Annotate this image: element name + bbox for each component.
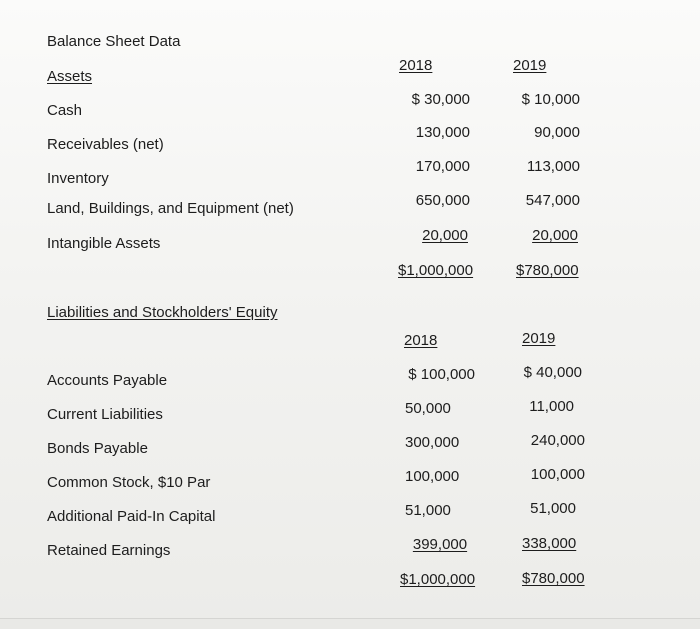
assets-total-2018: $1,000,000 xyxy=(398,262,474,279)
liabilities-row-label: Bonds Payable xyxy=(47,440,148,457)
liabilities-row-2019-value: 338,000 xyxy=(522,535,577,552)
page-title: Balance Sheet Data xyxy=(47,33,181,50)
liabilities-year-2018-header: 2018 xyxy=(404,332,438,349)
liabilities-row-label: Common Stock, $10 Par xyxy=(47,474,211,491)
liabilities-row-2018-value: 51,000 xyxy=(405,502,451,519)
assets-row-2018-value: $ 30,000 xyxy=(411,91,470,108)
liabilities-row-2018-value: 399,000 xyxy=(412,536,468,553)
liabilities-row-label: Accounts Payable xyxy=(47,372,168,389)
assets-heading: Assets xyxy=(47,68,93,85)
assets-row-2019-value: $ 10,000 xyxy=(521,91,580,108)
assets-row-2018-value: 130,000 xyxy=(415,124,470,141)
liabilities-row-2019-value: 100,000 xyxy=(530,466,585,483)
liabilities-row-2018-value: 300,000 xyxy=(405,434,460,451)
assets-year-2019-header: 2019 xyxy=(513,57,547,74)
liabilities-row-label: Retained Earnings xyxy=(47,542,171,559)
assets-row-label: Cash xyxy=(47,102,83,119)
liabilities-row-2019-value: 11,000 xyxy=(529,398,574,415)
assets-row-2018-value: 20,000 xyxy=(422,227,468,244)
assets-row-2018-value: 650,000 xyxy=(415,192,470,209)
liabilities-heading: Liabilities and Stockholders' Equity xyxy=(47,304,278,321)
liabilities-row-2019-value: $ 40,000 xyxy=(523,364,582,381)
assets-row-label: Receivables (net) xyxy=(47,136,164,153)
assets-row-2019-value: 547,000 xyxy=(525,192,580,209)
assets-row-label: Land, Buildings, and Equipment (net) xyxy=(47,200,294,217)
liabilities-year-2019-header: 2019 xyxy=(522,330,556,347)
assets-row-2018-value: 170,000 xyxy=(415,158,470,175)
liabilities-row-label: Additional Paid-In Capital xyxy=(47,508,216,525)
liabilities-row-2019-value: 240,000 xyxy=(530,432,585,449)
liabilities-total-2018: $1,000,000 xyxy=(400,571,476,588)
assets-row-label: Intangible Assets xyxy=(47,235,161,252)
liabilities-row-2019-value: 51,000 xyxy=(530,500,576,517)
liabilities-row-label: Current Liabilities xyxy=(47,406,163,423)
liabilities-row-2018-value: 100,000 xyxy=(405,468,460,485)
photo-bottom-edge xyxy=(0,618,700,629)
assets-row-2019-value: 90,000 xyxy=(534,124,580,141)
assets-row-label: Inventory xyxy=(47,170,109,187)
liabilities-row-2018-value: 50,000 xyxy=(405,400,451,417)
liabilities-total-2019: $780,000 xyxy=(522,570,585,587)
liabilities-row-2018-value: $ 100,000 xyxy=(408,366,475,383)
assets-total-2019: $780,000 xyxy=(516,262,579,279)
assets-row-2019-value: 20,000 xyxy=(532,227,578,244)
assets-year-2018-header: 2018 xyxy=(399,57,433,74)
assets-row-2019-value: 113,000 xyxy=(526,158,580,175)
